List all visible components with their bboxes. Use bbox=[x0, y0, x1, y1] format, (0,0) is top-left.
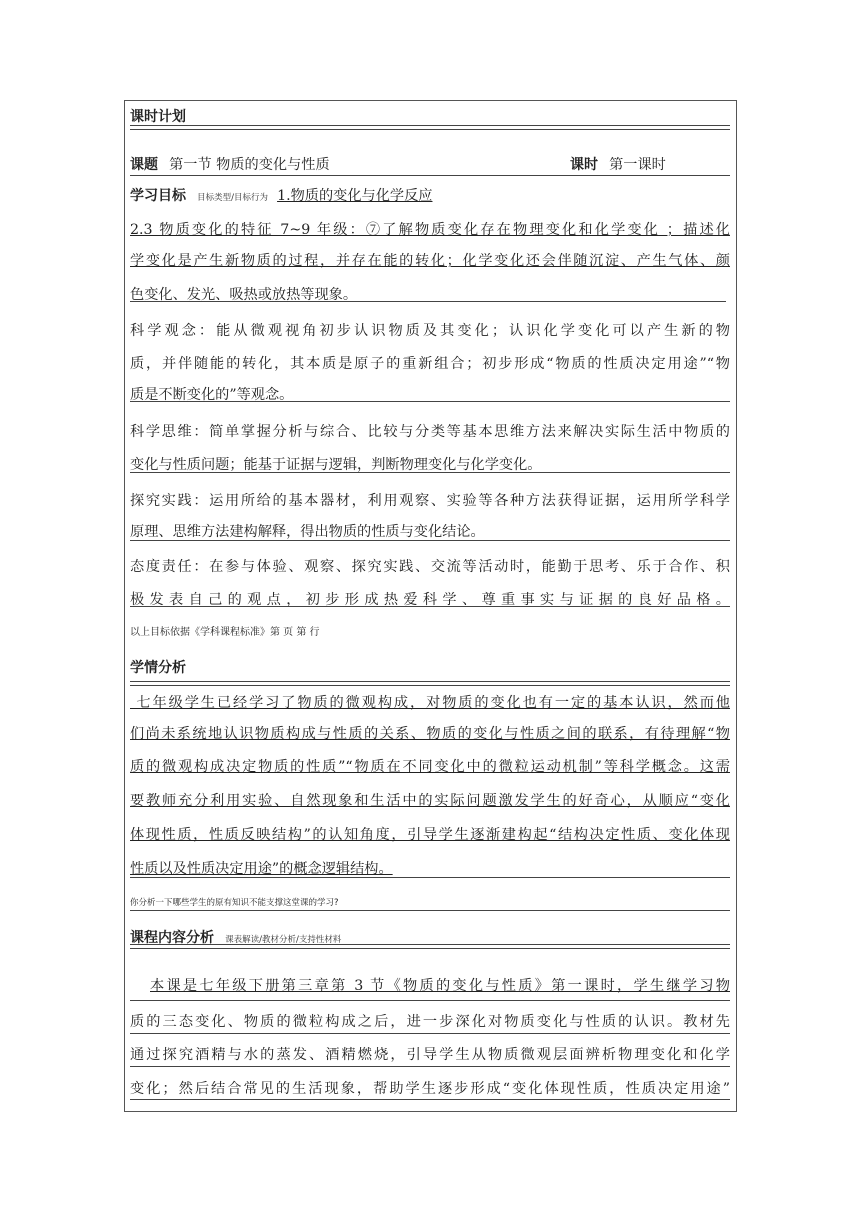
prompt-divider bbox=[130, 910, 730, 911]
source-note: 以上目标依据《学科课程标准》第 页 第 行 bbox=[130, 627, 320, 638]
period-value: 第一课时 bbox=[609, 157, 666, 173]
thinking-line: 变化与性质问题；能基于证据与逻辑，判断物理变化与化学变化。 bbox=[130, 457, 542, 473]
topic-value: 第一节 物质的变化与性质 bbox=[169, 157, 330, 173]
learner-line: 体现性质，性质反映结构”的认知角度，引导学生逐渐建构起“结构决定性质、变化体现 bbox=[130, 827, 730, 843]
standard-line: 学变化是产生新物质的过程，并存在能的转化；化学变化还会伴随沉淀、产生气体、颜 bbox=[130, 253, 730, 269]
concept-line: 科学观念：能从微观视角初步认识物质及其变化；认识化学变化可以产生新的物 bbox=[130, 323, 730, 339]
inquiry-divider bbox=[130, 540, 730, 541]
topic-label: 课题 bbox=[130, 157, 158, 173]
objectives-hint: 目标类型/目标行为 bbox=[197, 193, 268, 203]
objectives-label: 学习目标 bbox=[130, 188, 186, 204]
objectives-heading: 1.物质的变化与化学反应 bbox=[277, 188, 433, 204]
learner-line: 性质以及性质决定用途”的概念逻辑结构。 bbox=[130, 861, 393, 877]
attitude-divider bbox=[130, 606, 730, 607]
learner-line: 质的微观构成决定物质的性质”“物质在不同变化中的微粒运动机制”等科学概念。这需 bbox=[130, 759, 730, 775]
period-label: 课时 bbox=[570, 157, 598, 173]
learner-divider bbox=[130, 681, 730, 686]
content-rule bbox=[130, 1066, 730, 1067]
period-row bbox=[570, 154, 666, 174]
learner-line: 七年级学生已经学习了物质的微观构成，对物质的变化也有一定的基本认识，然而他 bbox=[130, 695, 730, 711]
content-hint: 课表解读/教材分析/支持性材料 bbox=[225, 935, 342, 945]
objectives-row bbox=[130, 185, 432, 205]
content-line-text: 本课是七年级下册第三章第 3 节《物质的变化与性质》第一课时，学生继学习物 bbox=[150, 978, 730, 994]
content-line: 质的三态变化、物质的微粒构成之后，进一步深化对物质变化与性质的认识。教材先 bbox=[130, 1014, 730, 1030]
learner-end-divider bbox=[130, 877, 730, 878]
attitude-line: 态度责任：在参与体验、观察、探究实践、交流等活动时，能勤于思考、乐于合作、积 bbox=[130, 559, 730, 575]
thinking-divider bbox=[130, 472, 730, 473]
thinking-line: 科学思维：简单掌握分析与综合、比较与分类等基本思维方法来解决实际生活中物质的 bbox=[130, 424, 730, 440]
topic-divider bbox=[130, 175, 730, 176]
standard-line: 色变化、发光、吸热或放热等现象。 bbox=[130, 287, 358, 303]
concept-line: 质，并伴随能的转化，其本质是原子的重新组合；初步形成“物质的性质决定用途”“物 bbox=[130, 356, 730, 372]
attitude-line: 极发表自己的观点，初步形成热爱科学、尊重事实与证据的良好品格。 bbox=[130, 592, 730, 608]
content-divider bbox=[130, 944, 730, 949]
content-rule bbox=[130, 1000, 730, 1001]
standard-line: 2.3 物质变化的特征 7~9 年级：⑦了解物质变化存在物理变化和化学变化 ；描述化 bbox=[130, 222, 730, 238]
concept-divider bbox=[130, 401, 730, 402]
content-line bbox=[150, 975, 730, 995]
content-rule bbox=[130, 1033, 730, 1034]
inquiry-line: 原理、思维方法建构解释，得出物质的性质与变化结论。 bbox=[130, 524, 485, 540]
plan-title: 课时计划 bbox=[130, 109, 186, 125]
topic-row bbox=[130, 154, 330, 174]
content-line: 通过探究酒精与水的蒸发、酒精燃烧，引导学生从物质微观层面辨析物理变化和化学 bbox=[130, 1047, 730, 1063]
learner-line: 要教师充分利用实验、自然现象和生活中的实际问题激发学生的好奇心，从顺应“变化 bbox=[130, 793, 730, 809]
concept-line: 质是不断变化的”等观念。 bbox=[130, 387, 294, 403]
content-line: 变化；然后结合常见的生活现象，帮助学生逐步形成“变化体现性质，性质决定用途” bbox=[130, 1081, 730, 1097]
learner-label: 学情分析 bbox=[130, 660, 186, 676]
title-divider bbox=[130, 125, 730, 130]
content-rule bbox=[130, 1099, 730, 1100]
standard-divider bbox=[130, 301, 726, 302]
content-label: 课程内容分析 bbox=[130, 930, 214, 946]
learner-line: 们尚未系统地认识物质构成与性质的关系、物质的变化与性质之间的联系，有待理解“物 bbox=[130, 726, 730, 742]
learner-prompt: 你分析一下哪些学生的原有知识不能支撑这堂课的学习? bbox=[130, 898, 339, 908]
inquiry-line: 探究实践：运用所给的基本器材，利用观察、实验等各种方法获得证据，运用所学科学 bbox=[130, 493, 730, 509]
